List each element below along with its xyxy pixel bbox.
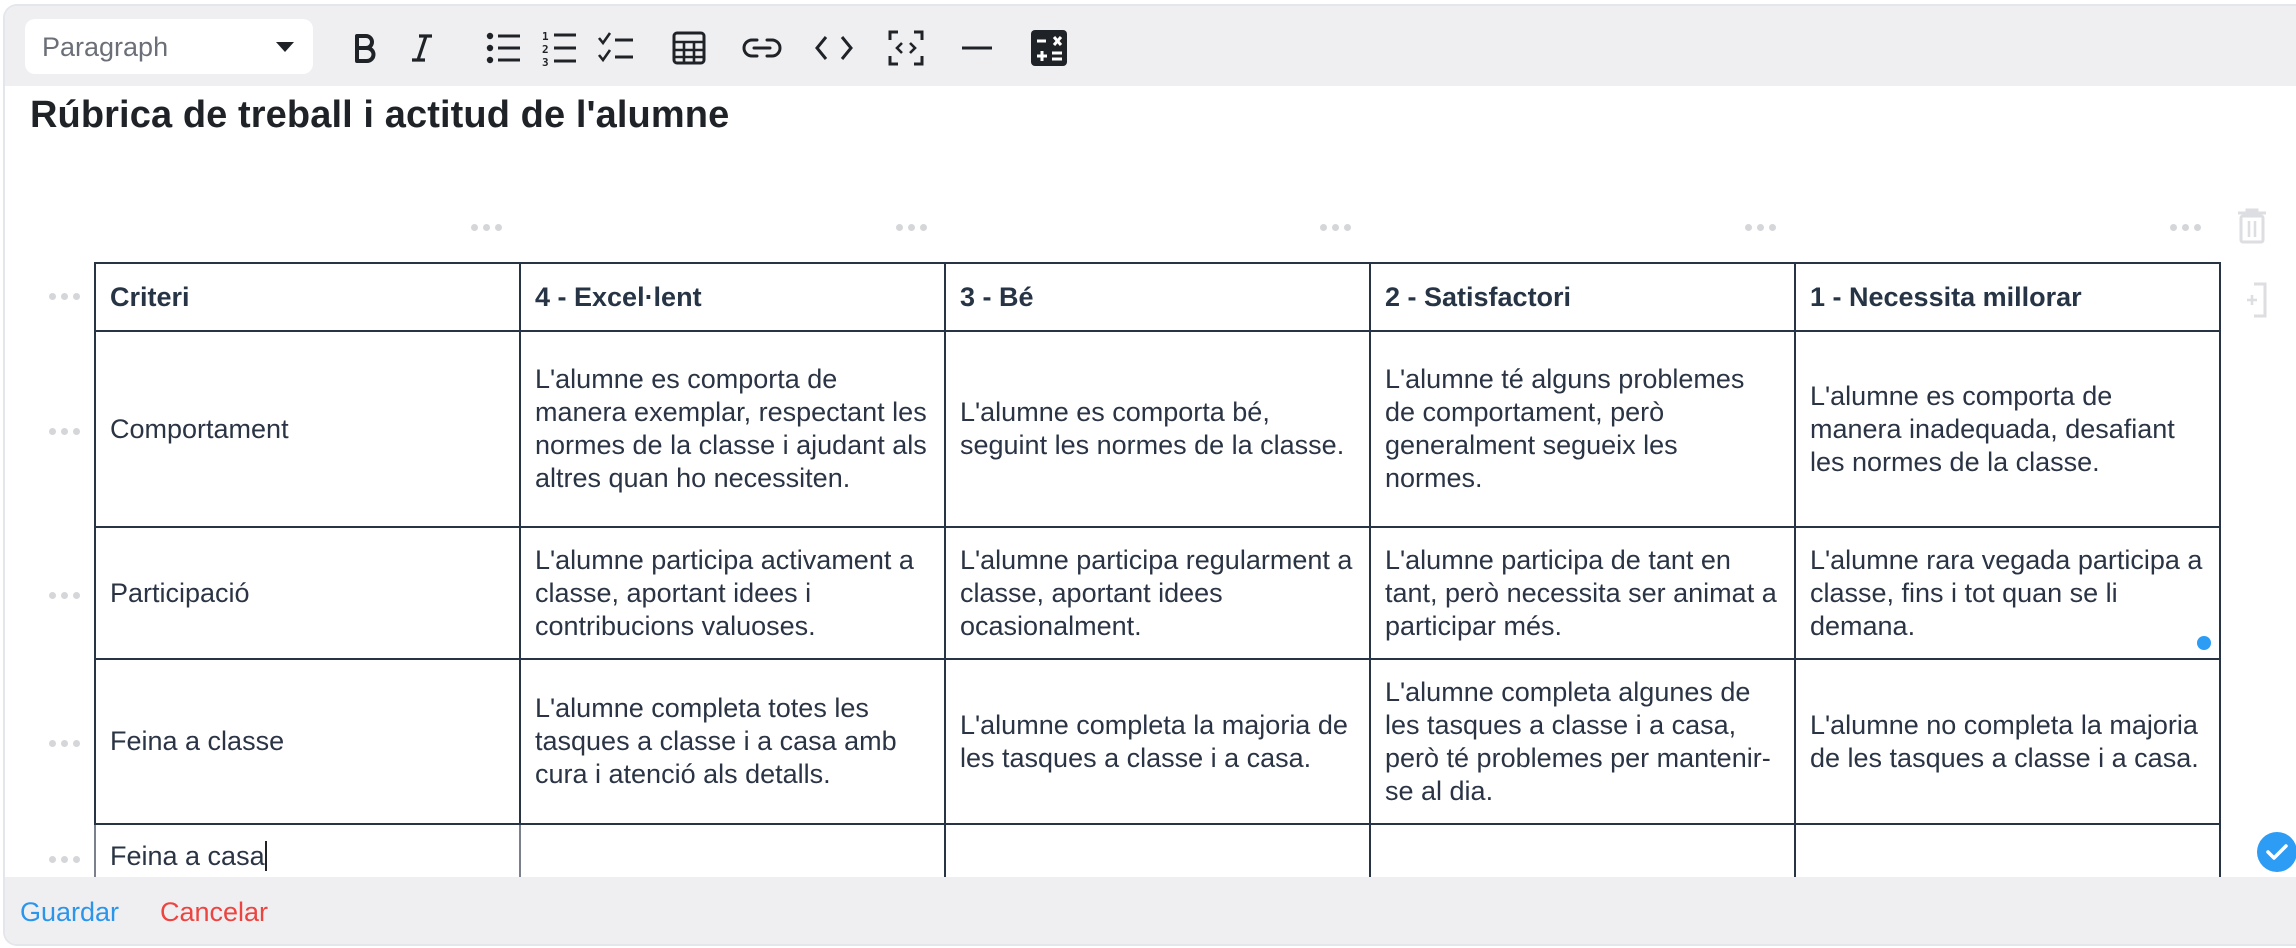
svg-text:3: 3: [542, 56, 549, 67]
checklist-icon: [597, 31, 635, 65]
column-handle[interactable]: [1745, 224, 1776, 231]
header-cell[interactable]: 4 - Excel·lent: [520, 263, 945, 331]
criterion-cell[interactable]: Feina a classe: [95, 659, 520, 824]
rubric-table: [94, 262, 2221, 905]
ordered-list-icon: [542, 29, 578, 67]
row-handle[interactable]: [49, 428, 80, 435]
row-handle[interactable]: [49, 592, 80, 599]
math-button[interactable]: [1027, 26, 1071, 70]
ordered-list-button[interactable]: [538, 26, 582, 70]
table-row: [95, 527, 2220, 659]
header-cell[interactable]: Criteri: [95, 263, 520, 331]
block-type-select[interactable]: [25, 19, 313, 74]
table-header-row: [95, 263, 2220, 331]
text-cursor: [265, 841, 267, 871]
code-icon: [814, 34, 854, 62]
insert-link-button[interactable]: [740, 26, 784, 70]
trash-icon: [2236, 208, 2268, 244]
column-handle[interactable]: [471, 224, 502, 231]
column-handle[interactable]: [1320, 224, 1351, 231]
chevron-down-icon: [276, 42, 294, 52]
table-cell[interactable]: L'alumne rara vegada participa a classe, fins i tot quan se li demana.: [1795, 527, 2220, 659]
row-handle[interactable]: [49, 740, 80, 747]
checkmark-icon: [2266, 843, 2288, 861]
table-cell[interactable]: L'alumne té alguns problemes de comportament, però generalment segueix les normes.: [1370, 331, 1795, 527]
italic-button[interactable]: [400, 26, 444, 70]
insert-table-button[interactable]: [667, 26, 711, 70]
add-column-icon: [2245, 282, 2269, 318]
header-cell[interactable]: 1 - Necessita millorar: [1795, 263, 2220, 331]
table-cell[interactable]: L'alumne completa la majoria de les tasques a classe i a casa.: [945, 659, 1370, 824]
table-row: [95, 331, 2220, 527]
cell-text: Feina a casa: [110, 841, 265, 871]
column-handle[interactable]: [896, 224, 927, 231]
horizontal-rule-icon: [961, 45, 993, 51]
delete-table-button[interactable]: [2236, 208, 2268, 249]
table-cell[interactable]: L'alumne participa activament a classe, aportant idees i contribucions valuoses.: [520, 527, 945, 659]
calculator-icon: [1031, 30, 1067, 66]
editor-toolbar: [5, 6, 2296, 86]
column-handle[interactable]: [2170, 224, 2201, 231]
italic-icon: [409, 33, 435, 63]
criterion-cell[interactable]: Participació: [95, 527, 520, 659]
table-resize-handle[interactable]: [2197, 636, 2211, 650]
save-button[interactable]: Guardar: [20, 897, 120, 927]
code-block-icon: [888, 30, 924, 66]
bullet-list-icon: [486, 31, 522, 65]
add-column-button[interactable]: [2245, 282, 2269, 323]
table-icon: [672, 31, 706, 65]
table-cell[interactable]: L'alumne completa totes les tasques a classe i a casa amb cura i atenció als detalls.: [520, 659, 945, 824]
bold-button[interactable]: [343, 26, 387, 70]
table-cell[interactable]: L'alumne es comporta de manera exemplar, respectant les normes de la classe i ajudant als altres quan ho necessiten.: [520, 331, 945, 527]
block-type-value: Paragraph: [42, 32, 169, 62]
table-cell[interactable]: L'alumne completa algunes de les tasques a classe i a casa, però té problemes per mantenir-se al dia.: [1370, 659, 1795, 824]
row-handle[interactable]: [49, 856, 80, 863]
link-icon: [742, 36, 782, 60]
table-cell[interactable]: L'alumne es comporta bé, seguint les normes de la classe.: [945, 331, 1370, 527]
table-cell[interactable]: L'alumne participa de tant en tant, però necessita ser animat a participar més.: [1370, 527, 1795, 659]
rich-text-editor: [3, 4, 2296, 946]
document-title[interactable]: Rúbrica de treball i actitud de l'alumne: [30, 94, 730, 136]
bullet-list-button[interactable]: [482, 26, 526, 70]
cancel-button[interactable]: Cancelar: [160, 897, 269, 927]
table-row: [95, 659, 2220, 824]
horizontal-rule-button[interactable]: [955, 26, 999, 70]
header-cell[interactable]: 3 - Bé: [945, 263, 1370, 331]
inline-code-button[interactable]: [812, 26, 856, 70]
header-cell[interactable]: 2 - Satisfactori: [1370, 263, 1795, 331]
bold-icon: [352, 33, 378, 63]
editor-footer: [5, 877, 2296, 946]
table-cell[interactable]: L'alumne participa regularment a classe, aportant idees ocasionalment.: [945, 527, 1370, 659]
task-list-button[interactable]: [594, 26, 638, 70]
row-handle[interactable]: [49, 293, 80, 300]
svg-text:2: 2: [542, 43, 549, 56]
code-block-button[interactable]: [884, 26, 928, 70]
svg-text:1: 1: [542, 30, 549, 43]
table-cell[interactable]: L'alumne no completa la majoria de les tasques a classe i a casa.: [1795, 659, 2220, 824]
criterion-cell[interactable]: Comportament: [95, 331, 520, 527]
confirm-button[interactable]: [2257, 832, 2296, 872]
table-cell[interactable]: L'alumne es comporta de manera inadequada, desafiant les normes de la classe.: [1795, 331, 2220, 527]
